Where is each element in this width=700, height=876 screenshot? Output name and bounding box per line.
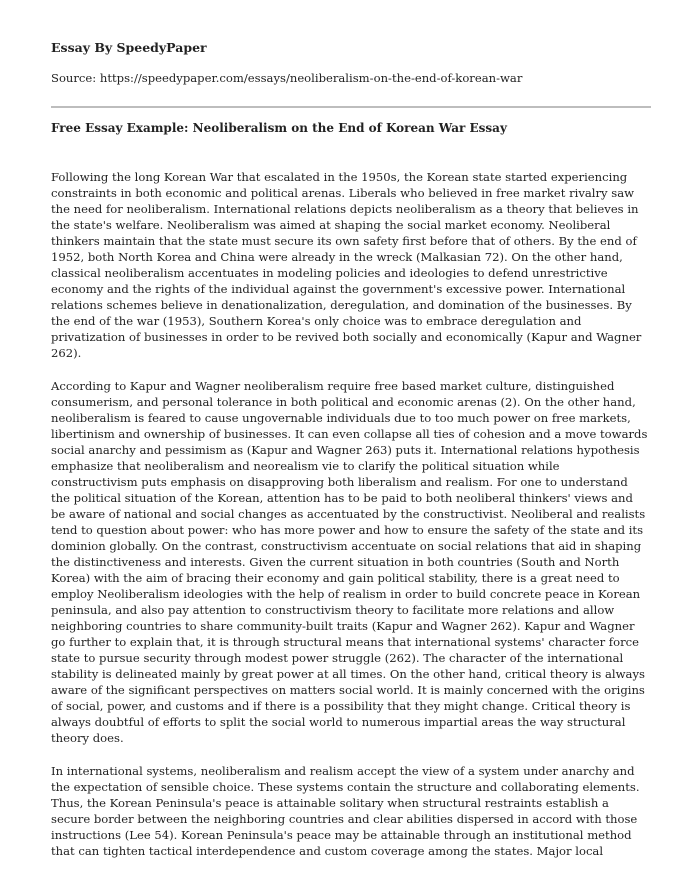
paragraph-line: Following the long Korean War that escalated in the 1950s, the Korean state started experiencing <box>51 170 628 184</box>
site-title: Essay By SpeedyPaper <box>51 40 207 55</box>
paragraph-line: be aware of national and social changes as accentuated by the constructivist. Neoliberal and realists <box>51 507 646 521</box>
paragraph-line: that can tighten tactical interdependence and custom coverage among the states. Major local <box>51 844 604 858</box>
header-divider <box>51 106 651 108</box>
paragraph-line: the expectation of sensible choice. These systems contain the structure and collaborating elements. <box>51 780 640 794</box>
paragraph-line: In international systems, neoliberalism and realism accept the view of a system under anarchy and <box>51 764 635 778</box>
paragraph-line: classical neoliberalism accentuates in modeling policies and ideologies to defend unrestrictive <box>51 266 608 280</box>
essay-title: Free Essay Example: Neoliberalism on the End of Korean War Essay <box>51 121 507 135</box>
essay-paragraph <box>51 763 661 859</box>
paragraph-line: the political situation of the Korean, attention has to be paid to both neoliberal thinkers' views and <box>51 491 633 505</box>
source-line <box>51 70 522 86</box>
essay-body <box>51 169 661 876</box>
paragraph-line: of social, power, and customs and if there is a possibility that they might change. Critical theory is <box>51 699 631 713</box>
paragraph-line: 1952, both North Korea and China were already in the wreck (Malkasian 72). On the other hand, <box>51 250 623 264</box>
paragraph-line: secure border between the neighboring countries and clear abilities dispersed in accord with those <box>51 812 638 826</box>
paragraph-line: consumerism, and personal tolerance in both political and economic arenas (2). On the other hand, <box>51 395 636 409</box>
paragraph-line: neighboring countries to share community-built traits (Kapur and Wagner 262). Kapur and Wagner <box>51 619 635 633</box>
paragraph-line: the distinctiveness and interests. Given the current situation in both countries (South and North <box>51 555 620 569</box>
source-url: https://speedypaper.com/essays/neoliberalism-on-the-end-of-korean-war <box>99 71 523 85</box>
paragraph-line: constraints in both economic and political arenas. Liberals who believed in free market rivalry saw <box>51 186 635 200</box>
paragraph-line: employ Neoliberalism ideologies with the help of realism in order to build concrete peace in Korean <box>51 587 641 601</box>
paragraph-line: neoliberalism is feared to cause ungovernable individuals due to too much power on free markets, <box>51 411 631 425</box>
paragraph-line: constructivism puts emphasis on disapproving both liberalism and realism. For one to understand <box>51 475 628 489</box>
paragraph-line: the end of the war (1953), Southern Korea's only choice was to embrace deregulation and <box>51 314 582 328</box>
paragraph-line: go further to explain that, it is through structural means that international systems' character force <box>51 635 639 649</box>
paragraph-line: emphasize that neoliberalism and neorealism vie to clarify the political situation while <box>51 459 560 473</box>
paragraph-line: tend to question about power: who has more power and how to ensure the safety of the state and its <box>51 523 644 537</box>
paragraph-line: instructions (Lee 54). Korean Peninsula's peace may be attainable through an institutional method <box>51 828 632 842</box>
paragraph-line: 262). <box>51 346 82 360</box>
paragraph-line: aware of the significant perspectives on matters social world. It is mainly concerned with the origins <box>51 683 645 697</box>
paragraph-line: peninsula, and also pay attention to constructivism theory to facilitate more relations and allow <box>51 603 615 617</box>
paragraph-line: always doubtful of efforts to split the social world to numerous impartial areas the way structural <box>51 715 626 729</box>
paragraph-line: thinkers maintain that the state must secure its own safety first before that of others. By the end of <box>51 234 637 248</box>
paragraph-line: social anarchy and pessimism as (Kapur and Wagner 263) puts it. International relations hypothesis <box>51 443 640 457</box>
paragraph-line: relations schemes believe in denationalization, deregulation, and domination of the businesses. By <box>51 298 632 312</box>
paragraph-line: economy and the rights of the individual against the government's excessive power. International <box>51 282 626 296</box>
paragraph-line: state to pursue security through modest power struggle (262). The character of the international <box>51 651 624 665</box>
paragraph-line: the need for neoliberalism. International relations depicts neoliberalism as a theory that believes in <box>51 202 639 216</box>
paragraph-line: According to Kapur and Wagner neoliberalism require free based market culture, distinguished <box>51 379 615 393</box>
paragraph-line: stability is delineated mainly by great power at all times. On the other hand, critical theory is always <box>51 667 645 681</box>
paragraph-line: Korea) with the aim of bracing their economy and gain political stability, there is a great need to <box>51 571 620 585</box>
paragraph-line: libertinism and ownership of businesses. It can even collapse all ties of cohesion and a move towards <box>51 427 648 441</box>
source-label: Source: <box>51 71 100 85</box>
paragraph-line: the state's welfare. Neoliberalism was aimed at shaping the social market economy. Neoliberal <box>51 218 611 232</box>
paragraph-line: theory does. <box>51 731 124 745</box>
paragraph-line: dominion globally. On the contrast, constructivism accentuate on social relations that aid in shaping <box>51 539 642 553</box>
essay-paragraph <box>51 378 661 746</box>
paragraph-line: Thus, the Korean Peninsula's peace is attainable solitary when structural restraints establish a <box>51 796 609 810</box>
essay-paragraph <box>51 169 661 361</box>
paragraph-line: privatization of businesses in order to be revived both socially and economically (Kapur and Wagner <box>51 330 642 344</box>
